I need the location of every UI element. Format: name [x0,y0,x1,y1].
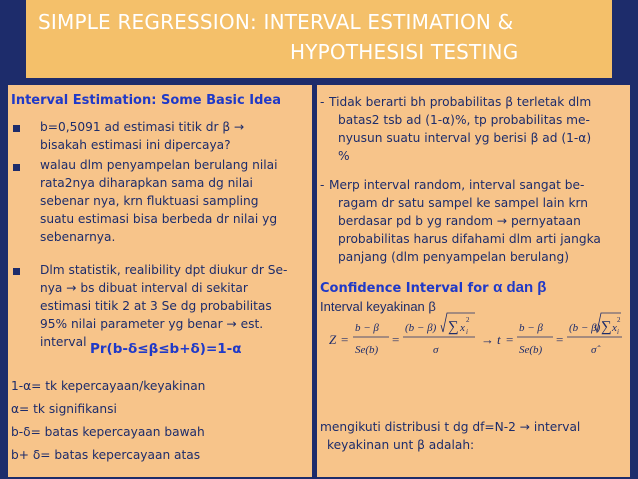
bullet-square-2 [13,164,20,171]
sum-symbol-1: ∑ [448,319,459,335]
test-statistic-formula [327,307,623,377]
left-panel [8,85,312,477]
formula-svg [327,307,623,377]
bullet-2-line-3: sebenar nya, krn fluktuasi sampling [40,194,259,208]
bullet-square-1 [13,125,20,132]
probability-statement: Pr(b-δ≤β≤b+δ)=1-α [90,341,242,357]
formula-eq-4: = [556,332,564,347]
definition-1: 1-α= tk kepercayaan/keyakinan [11,379,206,393]
bullet-3-line-1: Dlm statistik, realibility dpt diukur dr Se- [40,263,288,277]
formula-arrow: → [481,332,494,347]
bullet-text-2 [40,156,277,246]
bullet-1-line-2: bisakah estimasi ini dipercaya? [40,138,231,152]
formula-den-3: Se(b) [519,344,543,356]
formula-den-1: Se(b) [355,344,379,356]
dash-1-line-2: batas2 tsb ad (1-α)%, tp probabilitas me- [338,113,590,127]
formula-sup-1: 2 [466,316,470,324]
bullet-text-3 [40,261,287,351]
bullet-1-line-1: b=0,5091 ad estimasi titik dr β → [40,120,245,134]
dash-1-line-4: % [338,149,350,163]
formula-x-2: x [612,322,617,334]
formula-z: Z [329,332,337,347]
formula-eq-2: = [392,332,400,347]
sum-symbol-2: ∑ [601,319,612,335]
confidence-interval-heading [320,279,546,296]
title-line-2: HYPOTHESISI TESTING [290,40,519,64]
ci-heading-params: α dan β [493,279,547,296]
bullet-3-line-4: 95% nilai parameter yg benar → est. [40,317,264,331]
title-line-1: SIMPLE REGRESSION: INTERVAL ESTIMATION & [38,10,514,34]
formula-eq-1: = [341,332,349,347]
dash-1-line-3: nyusun suatu interval yg berisi β ad (1-α) [338,131,592,145]
formula-num-1: b − β [355,322,379,334]
formula-x-1: x [460,322,465,334]
ci-heading-text: Confidence Interval for [320,281,494,296]
interval-keyakinan-label: Interval keyakinan β [320,299,436,314]
bullet-3-line-5: interval [40,335,87,349]
formula-sub-2: i [617,328,619,336]
formula-sup-2: 2 [617,316,621,324]
dash-2-line-1: Merp interval random, interval sangat be- [329,178,585,192]
left-heading: Interval Estimation: Some Basic Idea [11,93,281,108]
dash-2-line-5: panjang (dlm penyampelan berulang) [338,250,569,264]
definition-3: b-δ= batas kepercayaan bawah [11,425,205,439]
bullet-2-line-5: sebenarnya. [40,230,116,244]
footer-line-2: keyakinan unt β adalah: [327,438,475,452]
formula-num-4: (b − β) [569,322,601,334]
bullet-3-line-3: estimasi titik 2 at 3 Se dg probabilitas [40,299,272,313]
bullet-2-line-2: rata2nya diharapkan sama dg nilai [40,176,253,190]
definitions-list [11,375,205,467]
dash-2-line-2: ragam dr satu sampel ke sampel lain krn [338,196,589,210]
dash-marker-1: - [320,95,325,109]
bullet-2-line-1: walau dlm penyampelan berulang nilai [40,158,278,172]
slide-title [38,7,618,67]
formula-num-2: (b − β) [405,322,437,334]
formula-sigma: σ [433,344,439,356]
dash-marker-2: - [320,178,325,192]
bullet-2-line-4: suatu estimasi bisa berbeda dr nilai yg [40,212,278,226]
bullet-square-3 [13,268,20,275]
dash-2-line-3: berdasar pd b yg random → pernyataan [338,214,581,228]
formula-t: t [497,332,501,347]
dash-1-line-1: Tidak berarti bh probabilitas β terletak dlm [329,95,592,109]
formula-sigma-hat: σ̂ [591,344,597,356]
dash-2-line-4: probabilitas harus difahami dlm arti jangka [338,232,601,246]
bullet-text-1 [40,118,244,154]
dash-item-2 [329,176,601,266]
right-panel [317,85,630,477]
formula-num-3: b − β [519,322,543,334]
dash-item-1 [329,93,591,165]
formula-eq-3: = [506,332,514,347]
definition-4: b+ δ= batas kepercayaan atas [11,448,201,462]
bullet-3-line-2: nya → bs dibuat interval di sekitar [40,281,248,295]
footer-line-1: mengikuti distribusi t dg df=N-2 → interval [320,420,581,434]
definition-2: α= tk signifikansi [11,402,117,416]
footer-text [320,418,580,454]
formula-sub-1: i [466,328,468,336]
